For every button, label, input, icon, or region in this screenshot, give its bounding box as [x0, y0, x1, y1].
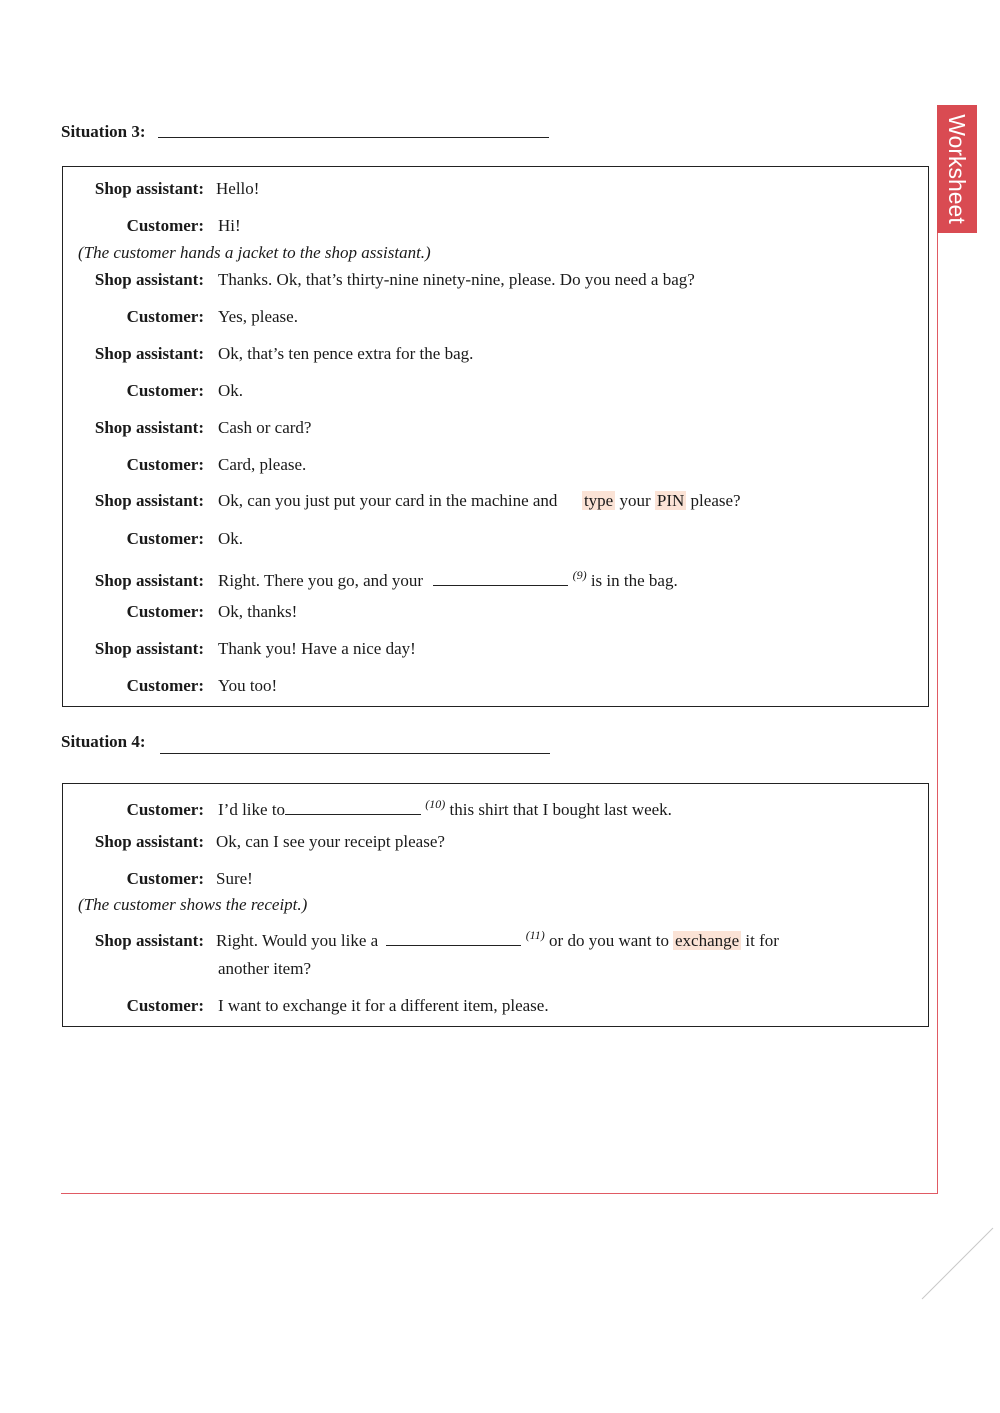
worksheet-label: Worksheet	[944, 114, 970, 224]
dialogue-line: Ok.	[218, 381, 244, 400]
dialogue-line	[218, 491, 741, 511]
dialogue-text: I’d like to	[218, 800, 286, 819]
dialogue-line: Thanks. Ok, that’s thirty-nine ninety-nine, please. Do you need a bag?	[218, 270, 695, 289]
dialogue-line-continuation: another item?	[218, 959, 311, 978]
dialogue-text: is in the bag.	[590, 571, 678, 590]
dialogue-text: this shirt that I bought last week.	[449, 800, 672, 819]
dialogue-line: I want to exchange it for a different item, please.	[218, 996, 549, 1015]
speaker-label: Shop assistant:	[94, 344, 204, 363]
highlighted-word-pin[interactable]: PIN	[656, 491, 685, 510]
dialogue-line: Card, please.	[218, 455, 307, 474]
stage-direction: (The customer hands a jacket to the shop assistant.)	[78, 243, 431, 262]
dialogue-line: Thank you! Have a nice day!	[218, 639, 416, 658]
speaker-label: Shop assistant:	[94, 571, 204, 590]
dialogue-line: Cash or card?	[218, 418, 312, 437]
dialogue-text: Ok, can you just put your card in the machine and	[218, 491, 558, 510]
speaker-label: Customer:	[126, 676, 204, 695]
dialogue-line: Hi!	[218, 216, 241, 235]
dialogue-text: Right. There you go, and your	[218, 571, 424, 590]
gap-9-answer-blank[interactable]	[433, 585, 568, 586]
dialogue-line: Ok.	[218, 529, 244, 548]
dialogue-text: please?	[690, 491, 741, 510]
dialogue-line: Sure!	[216, 869, 253, 888]
speaker-label: Shop assistant:	[94, 179, 204, 198]
gap-10-answer-blank[interactable]	[285, 814, 421, 815]
speaker-label: Customer:	[126, 216, 204, 235]
speaker-label: Shop assistant:	[94, 270, 204, 289]
dialogue-text: it for	[745, 931, 779, 950]
speaker-label: Shop assistant:	[94, 418, 204, 437]
speaker-label: Customer:	[126, 800, 204, 819]
speaker-label: Customer:	[126, 455, 204, 474]
dialogue-line: You too!	[218, 676, 278, 695]
highlighted-word-type[interactable]: type	[583, 491, 614, 510]
highlighted-word-exchange[interactable]: exchange	[674, 931, 740, 950]
dialogue-line: Ok, thanks!	[218, 602, 298, 621]
speaker-label: Shop assistant:	[94, 639, 204, 658]
speaker-label: Customer:	[126, 996, 204, 1015]
dialogue-line	[216, 928, 779, 951]
dialogue-text: or do you want to	[549, 931, 669, 950]
dialogue-text: your	[619, 491, 651, 510]
speaker-label: Customer:	[126, 381, 204, 400]
dialogue-line: Ok, can I see your receipt please?	[216, 832, 445, 851]
speaker-label: Customer:	[126, 307, 204, 326]
gap-number: (10)	[425, 797, 446, 811]
situation-3-heading: Situation 3:	[61, 122, 146, 141]
dialogue-line: Hello!	[216, 179, 260, 198]
situation-4-heading: Situation 4:	[61, 732, 146, 751]
speaker-label: Customer:	[126, 602, 204, 621]
gap-number: (11)	[525, 928, 545, 942]
gap-number: (9)	[572, 568, 587, 582]
speaker-label: Shop assistant:	[94, 931, 204, 950]
dialogue-line: Yes, please.	[218, 307, 298, 326]
situation-4-answer-line[interactable]	[160, 738, 550, 754]
dialogue-line	[218, 568, 678, 591]
dialogue-line: Ok, that’s ten pence extra for the bag.	[218, 344, 474, 363]
speaker-label: Customer:	[126, 529, 204, 548]
speaker-label: Shop assistant:	[94, 832, 204, 851]
dialogue-text: Right. Would you like a	[216, 931, 379, 950]
dialogue-line	[218, 797, 672, 820]
speaker-label: Customer:	[126, 869, 204, 888]
speaker-label: Shop assistant:	[94, 491, 204, 510]
stage-direction: (The customer shows the receipt.)	[78, 895, 308, 914]
situation-3-answer-line[interactable]	[158, 122, 549, 138]
gap-11-answer-blank[interactable]	[386, 945, 521, 946]
